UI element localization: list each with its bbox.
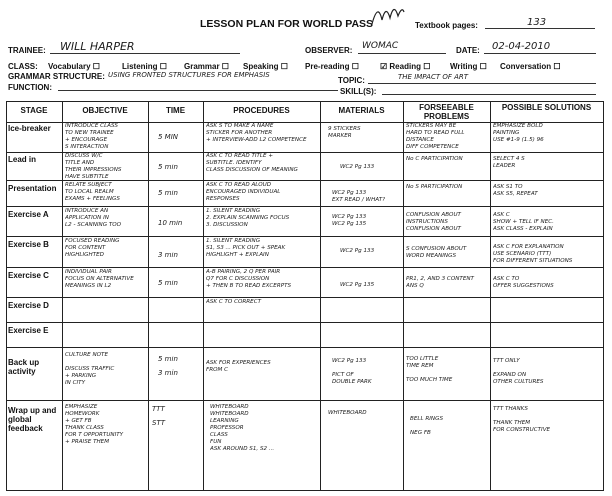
skills-label: SKILL(S): bbox=[340, 87, 377, 96]
table-cell: 1. SILENT READING S1, S3 ... PICK OUT + SPEAK HIGHLIGHT + EXPLAIN bbox=[206, 238, 286, 258]
class-option-reading[interactable]: ☑ Reading ☐ bbox=[380, 62, 431, 71]
table-cell: RELATE SUBJECT TO LOCAL REALM EXAMS + FEELINGS bbox=[65, 182, 120, 202]
table-cell: WHITEBOARD WHITEBOARD LEARNING PROFESSOR CLASS FUN ASK AROUND S1, S2 ... bbox=[210, 404, 275, 452]
stage-exercise-e: Exercise E bbox=[8, 326, 49, 335]
signature bbox=[368, 0, 408, 30]
table-cell: ASK S TO MAKE A NAME STICKER FOR ANOTHER + INTERVIEW-ADD L2 COMPETENCE bbox=[206, 123, 307, 143]
option-label: Listening bbox=[122, 62, 158, 71]
table-cell: 5 min bbox=[158, 190, 178, 197]
header-procedures: PROCEDURES bbox=[233, 106, 290, 115]
table-cell: INDIVIDUAL PAIR FOCUS ON ALTERNATIVE MEANINGS IN L2 bbox=[65, 269, 134, 289]
textbook-pages-value: 133 bbox=[527, 17, 547, 28]
class-option-pre-reading[interactable]: Pre-reading ☐ bbox=[305, 62, 359, 71]
table-cell: No C PARTICIPATION bbox=[406, 156, 463, 162]
table-cell: TTT ONLY EXPAND ON OTHER CULTURES bbox=[493, 358, 544, 385]
table-cell: ASK C TO READ TITLE + SUBTITLE. IDENTIFY CLASS DISCUSSION OF MEANING bbox=[206, 153, 298, 173]
header-solutions: POSSIBLE SOLUTIONS bbox=[501, 103, 592, 112]
observer-label: OBSERVER: bbox=[305, 46, 353, 55]
table-cell: DISCUSS W/C TITLE AND THEIR IMPRESSIONS HAVE SUBTITLE bbox=[65, 153, 122, 180]
observer-value: WOMAC bbox=[362, 41, 399, 51]
option-label: Pre-reading bbox=[305, 62, 350, 71]
table-cell: WC2 Pg 135 bbox=[340, 282, 375, 288]
class-option-grammar[interactable]: Grammar ☐ bbox=[184, 62, 229, 71]
table-cell: TTT STT bbox=[152, 406, 165, 427]
table-cell: A-B PAIRING, 2 Q PER PAIR Q7 FOR C DISCUSSION + THEN B TO READ EXCERPTS bbox=[206, 269, 292, 289]
class-option-conversation[interactable]: Conversation ☐ bbox=[500, 62, 561, 71]
topic-value: THE IMPACT OF ART bbox=[398, 73, 469, 81]
table-cell: 5 min 3 min bbox=[158, 356, 178, 377]
function-label: FUNCTION: bbox=[8, 83, 52, 92]
topic-label: TOPIC: bbox=[338, 76, 365, 85]
table-cell: SELECT 4 S LEADER bbox=[493, 156, 525, 169]
table-cell: WC2 Pg 133 EXT READ / WHAT? bbox=[332, 190, 386, 203]
table-cell: WC2 Pg 133 PICT OF DOUBLE PARK bbox=[332, 358, 372, 385]
table-cell: WC2 Pg 133 WC2 Pg 135 bbox=[332, 214, 367, 227]
option-label: Grammar bbox=[184, 62, 220, 71]
header-stage: STAGE bbox=[20, 106, 48, 115]
table-cell: EMPHASIZE HOMEWORK + GET FB THANK CLASS FOR T OPPORTUNITY + PRAISE THEM bbox=[65, 404, 124, 445]
option-label: Writing bbox=[450, 62, 478, 71]
table-cell: EMPHASIZE BOLD PAINTING USE #1-9 (1.5) 96 bbox=[493, 123, 544, 143]
table-cell: PR1, 2, AND 3 CONTENT ANS Q bbox=[406, 276, 474, 289]
skills-field[interactable] bbox=[382, 85, 596, 95]
function-field[interactable] bbox=[58, 81, 338, 91]
table-cell: No S PARTICIPATION bbox=[406, 184, 463, 190]
stage-back-up-activity: Back up activity bbox=[8, 358, 40, 376]
table-cell: WHITEBOARD bbox=[328, 410, 367, 416]
class-option-speaking[interactable]: Speaking ☐ bbox=[243, 62, 288, 71]
option-label: Reading bbox=[389, 62, 421, 71]
header-objective: OBJECTIVE bbox=[82, 106, 128, 115]
table-cell: 5 min bbox=[158, 280, 178, 287]
table-cell: CONFUSION ABOUT INSTRUCTIONS CONFUSION ABOUT bbox=[406, 212, 461, 232]
table-cell: BELL RINGS NEG FB bbox=[410, 416, 443, 436]
page-title: LESSON PLAN FOR WORLD PASS bbox=[200, 18, 374, 30]
table-cell: TOO LITTLE TIME REM TOO MUCH TIME bbox=[406, 356, 453, 383]
table-cell: ASK C TO OFFER SUGGESTIONS bbox=[493, 276, 554, 289]
table-cell: 5 min bbox=[158, 164, 178, 171]
table-cell: S CONFUSION ABOUT WORD MEANINGS bbox=[406, 246, 467, 259]
trainee-label: TRAINEE: bbox=[8, 46, 46, 55]
table-cell: ASK S1 TO ASK S5, REPEAT bbox=[493, 184, 538, 197]
grammar-structure-label: GRAMMAR STRUCTURE: bbox=[8, 72, 105, 81]
option-label: Vocabulary bbox=[48, 62, 91, 71]
table-cell: FOCUSED READING FOR CONTENT HIGHLIGHTED bbox=[65, 238, 120, 258]
textbook-pages-label: Textbook pages: bbox=[415, 21, 478, 30]
header-problems: FORSEEABLE PROBLEMS bbox=[419, 103, 474, 121]
grammar-structure-value: USING FRONTED STRUCTURES FOR EMPHASIS bbox=[108, 71, 270, 79]
class-option-vocabulary[interactable]: Vocabulary ☐ bbox=[48, 62, 100, 71]
option-label: Conversation bbox=[500, 62, 552, 71]
table-cell: ASK C TO READ ALOUD ENCOURAGED INDIVIDUAL RESPONSES bbox=[206, 182, 281, 202]
stage-presentation: Presentation bbox=[8, 184, 57, 193]
table-cell: WC2 Pg 133 bbox=[340, 248, 375, 254]
stage-ice-breaker: Ice-breaker bbox=[8, 124, 51, 133]
header-time: TIME bbox=[165, 106, 186, 115]
header-materials: MATERIALS bbox=[338, 106, 385, 115]
class-label: CLASS: bbox=[8, 62, 38, 71]
class-option-listening[interactable]: Listening ☐ bbox=[122, 62, 167, 71]
table-cell: 5 MIN bbox=[158, 134, 179, 141]
class-option-writing[interactable]: Writing ☐ bbox=[450, 62, 487, 71]
date-label: DATE: bbox=[456, 46, 480, 55]
stage-exercise-c: Exercise C bbox=[8, 271, 49, 280]
stage-wrap-up: Wrap up and global feedback bbox=[8, 406, 57, 433]
table-cell: ASK C TO CORRECT bbox=[206, 299, 262, 305]
table-cell: INTRODUCE CLASS TO NEW TRAINEE + ENCOURAGE S INTERACTION bbox=[65, 123, 118, 150]
stage-exercise-d: Exercise D bbox=[8, 301, 49, 310]
table-cell: TTT THANKS THANK THEM FOR CONSTRUCTIVE bbox=[493, 406, 551, 433]
stage-exercise-a: Exercise A bbox=[8, 210, 49, 219]
option-label: Speaking bbox=[243, 62, 279, 71]
table-cell: WC2 Pg 133 bbox=[340, 164, 375, 170]
table-cell: ASK FOR EXPERIENCES FROM C bbox=[206, 360, 271, 373]
table-cell: ASK C FOR EXPLANATION USE SCENARIO (TTT) FOR DIFFERENT SITUATIONS bbox=[493, 244, 573, 264]
trainee-value: WILL HARPER bbox=[60, 40, 135, 53]
date-value: 02-04-2010 bbox=[492, 41, 551, 52]
table-cell: 10 min bbox=[158, 220, 183, 227]
table-cell: 1. SILENT READING 2. EXPLAIN SCANNING FOCUS 3. DISCUSSION bbox=[206, 208, 290, 228]
table-cell: STICKERS MAY BE HARD TO READ FULL DISTANCE DIFF COMPETENCE bbox=[406, 123, 465, 150]
table-cell: ASK C SHOW + TELL IF NEC. ASK CLASS - EXPLAIN bbox=[493, 212, 554, 232]
stage-lead-in: Lead in bbox=[8, 155, 37, 164]
table-cell: 9 STICKERS MARKER bbox=[328, 126, 361, 139]
table-cell: 3 min bbox=[158, 252, 178, 259]
table-cell: INTRODUCE AN APPLICATION IN L2 - SCANNING TOO bbox=[65, 208, 122, 228]
stage-exercise-b: Exercise B bbox=[8, 240, 49, 249]
table-cell: CULTURE NOTE DISCUSS TRAFFIC + PARKING IN CITY bbox=[65, 352, 115, 386]
